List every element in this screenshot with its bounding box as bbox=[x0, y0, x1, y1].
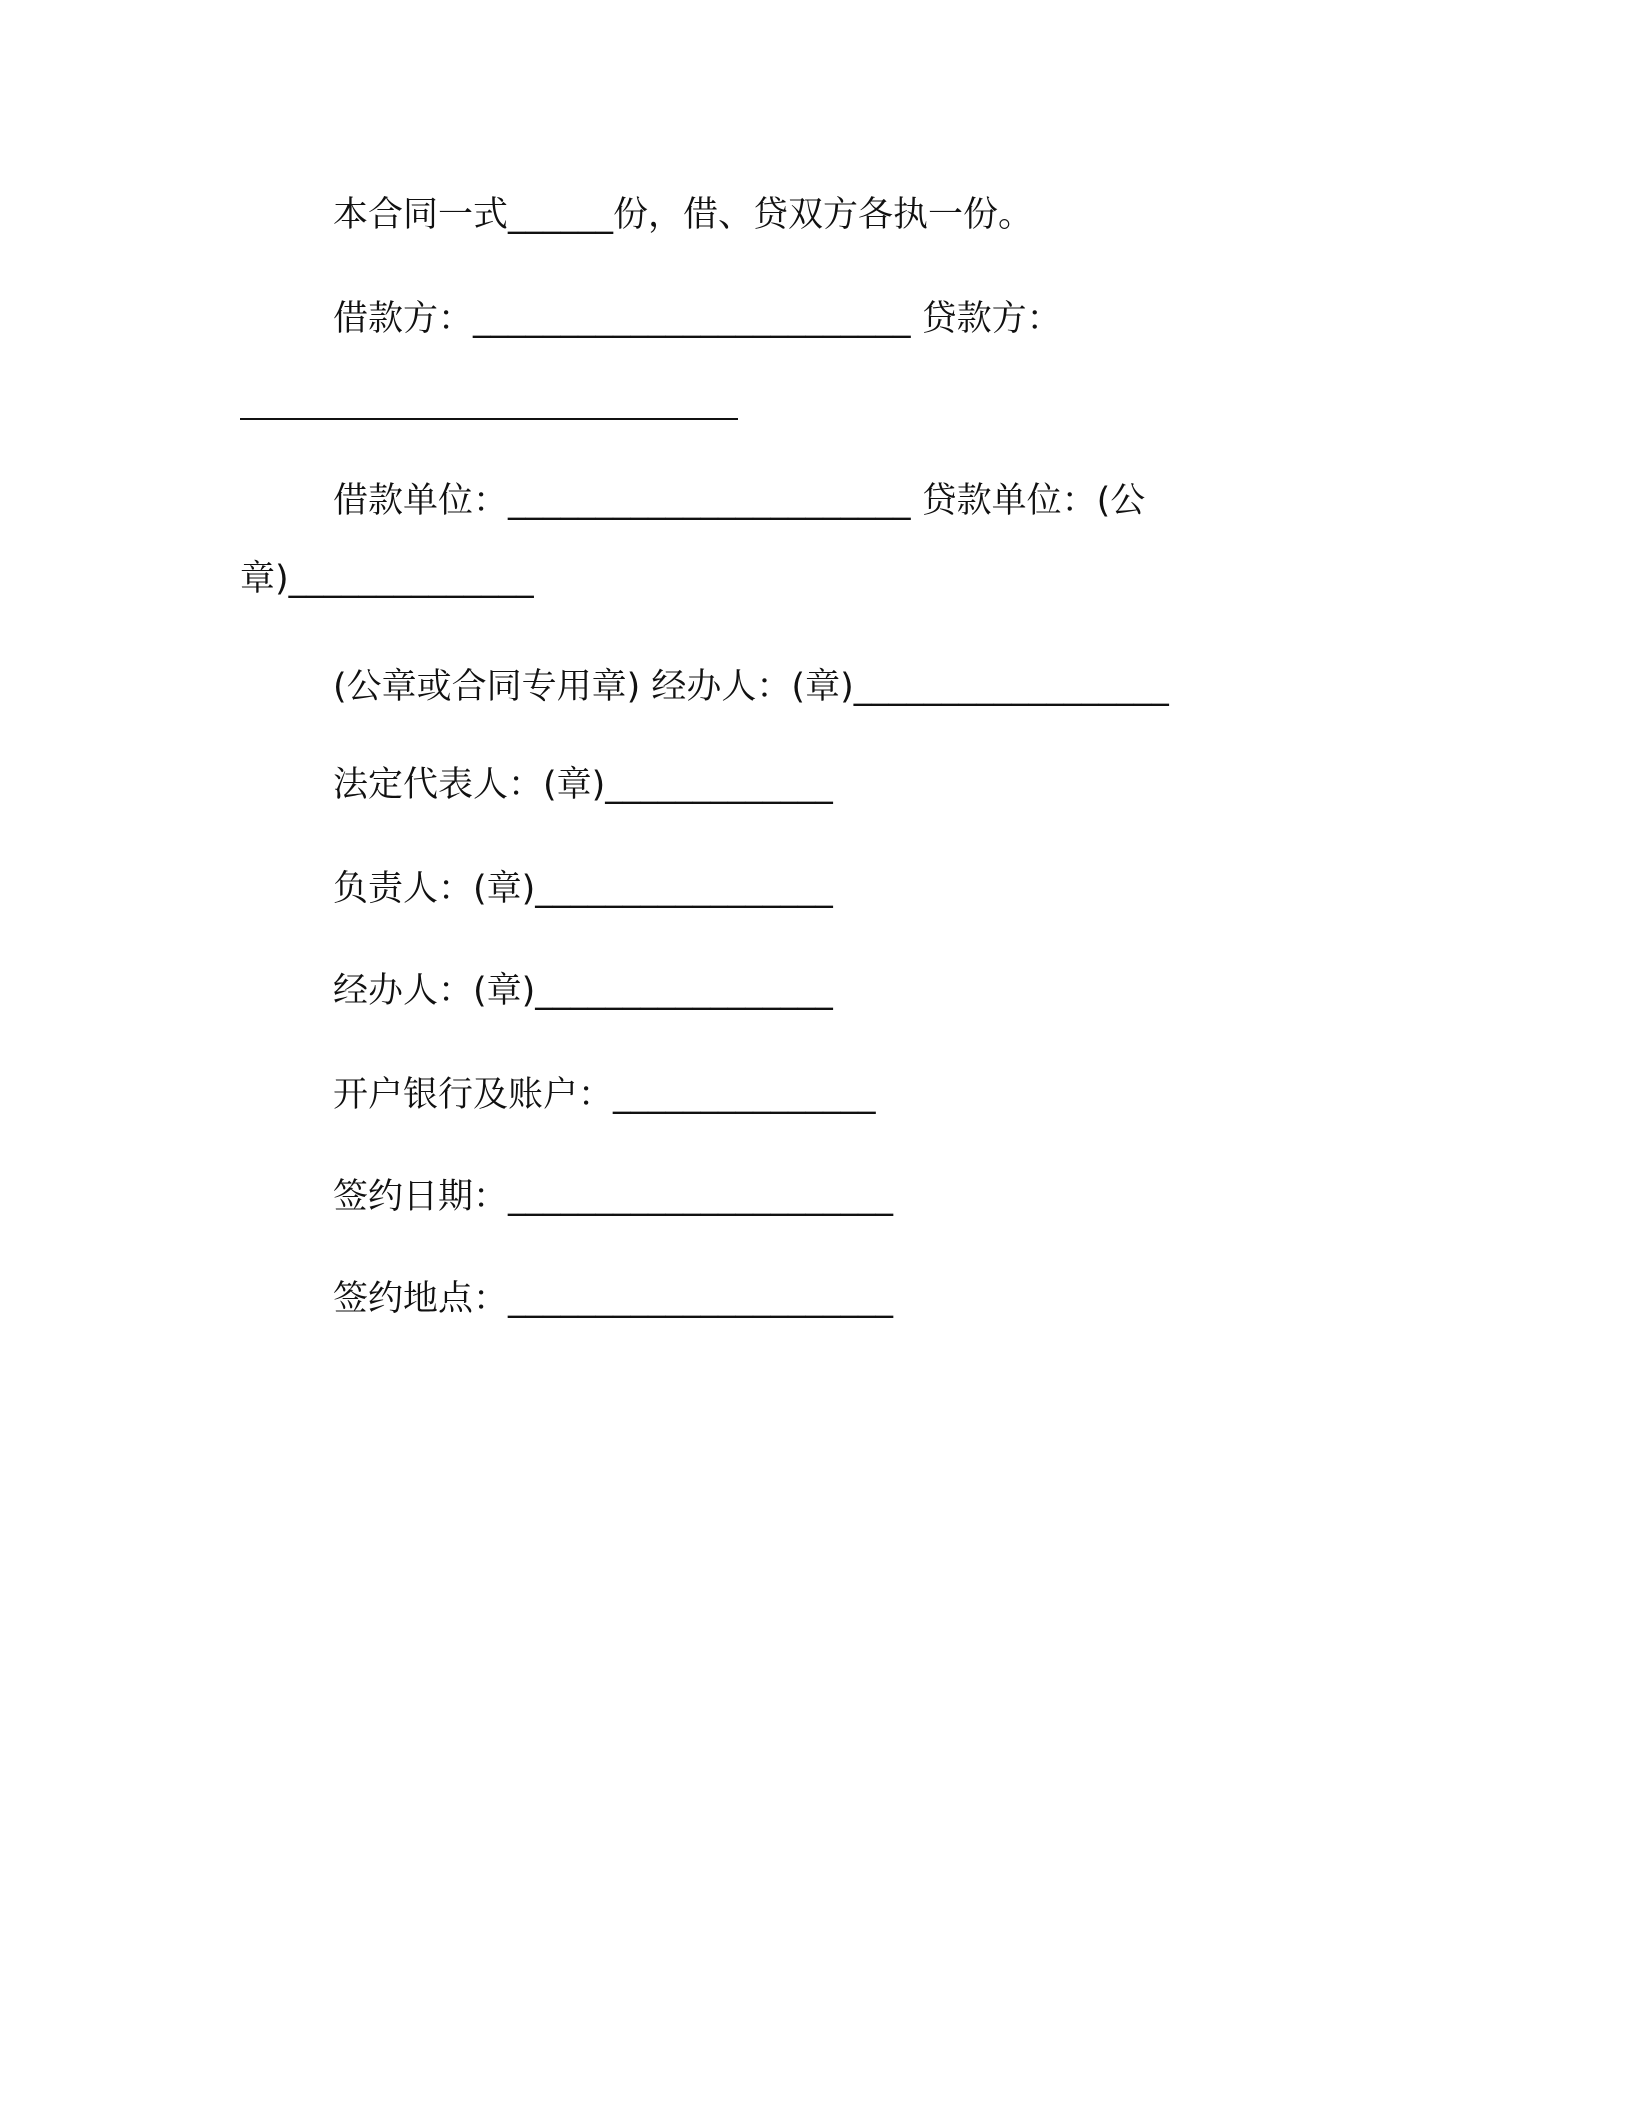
handler-line: 经办人：(章)_________________ bbox=[333, 971, 833, 1011]
borrowing-lending-unit-line: 借款单位：_______________________ 贷款单位：(公 bbox=[333, 481, 1146, 521]
borrower-lender-line: 借款方：_________________________ 贷款方： bbox=[333, 299, 1062, 339]
seal-continuation-line: 章)______________ bbox=[240, 559, 534, 599]
bank-account-line: 开户银行及账户：_______________ bbox=[333, 1075, 876, 1115]
lender-blank-rule bbox=[240, 418, 738, 420]
copies-clause: 本合同一式______份，借、贷双方各执一份。 bbox=[333, 195, 1034, 235]
legal-representative-line: 法定代表人：(章)_____________ bbox=[333, 765, 833, 805]
signing-place-line: 签约地点：______________________ bbox=[333, 1279, 894, 1319]
signing-date-line: 签约日期：______________________ bbox=[333, 1177, 894, 1217]
person-in-charge-line: 负责人：(章)_________________ bbox=[333, 869, 833, 909]
seal-handler-line: (公章或合同专用章) 经办人：(章)__________________ bbox=[333, 667, 1169, 707]
